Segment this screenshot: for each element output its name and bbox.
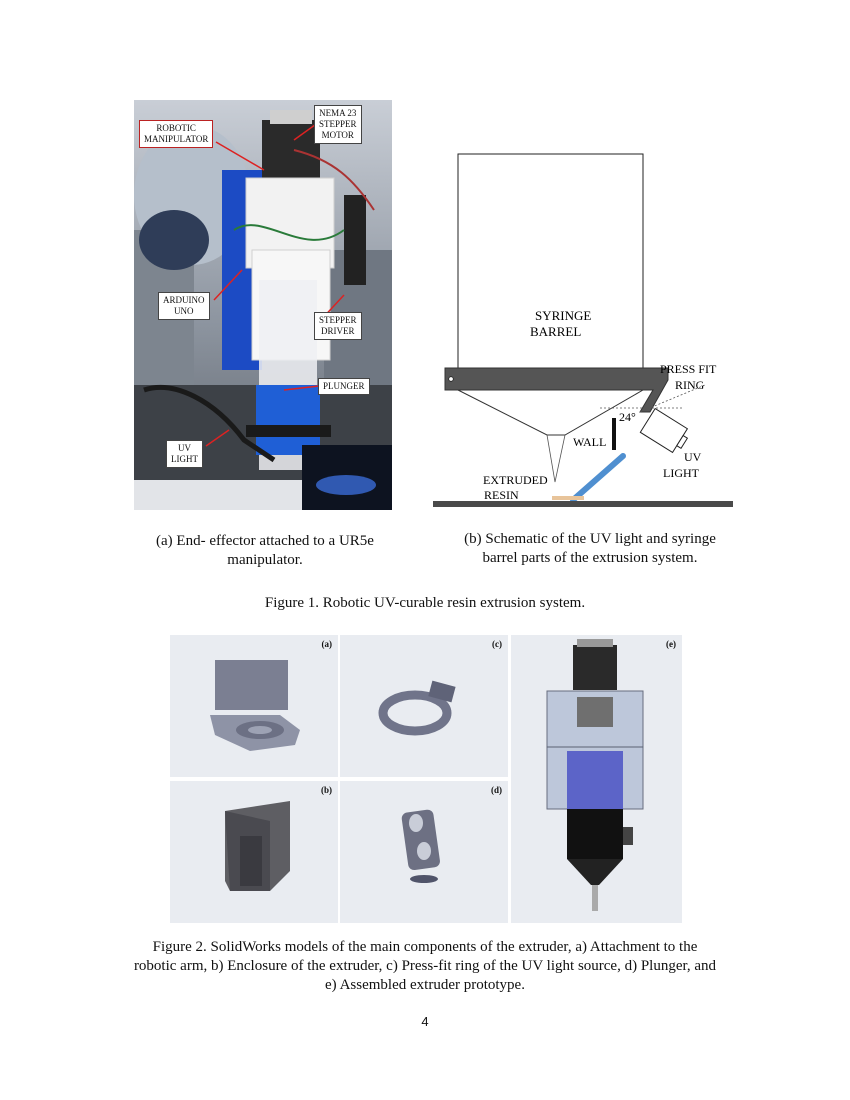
caption-1b-line2: barrel parts of the extrusion system.	[482, 550, 698, 566]
figure1a-photo	[134, 100, 392, 510]
panel-e-label: (e)	[666, 639, 676, 649]
label-plunger: PLUNGER	[318, 378, 370, 395]
uv-beam	[573, 456, 623, 500]
caption-1a	[130, 532, 400, 570]
press-fit-ring-model	[340, 635, 508, 777]
panel-c	[340, 635, 508, 777]
panel-a-label: (a)	[321, 639, 332, 649]
assembled-extruder-model	[511, 635, 682, 923]
label-arduino-uno: ARDUINO UNO	[158, 292, 210, 320]
figure2	[170, 635, 682, 923]
caption-1a-line1: (a) End- effector attached to a UR5e	[156, 533, 374, 549]
figure1-caption: Figure 1. Robotic UV-curable resin extrusion system.	[264, 595, 586, 611]
wall-label: WALL	[573, 435, 607, 449]
panel-d	[340, 781, 508, 923]
press-fit-ring	[445, 368, 668, 412]
label-uv-light: UV LIGHT	[166, 440, 203, 468]
caption-1a-line2: manipulator.	[227, 552, 303, 568]
label-nema23-motor: NEMA 23 STEPPER MOTOR	[314, 105, 362, 144]
caption-1b-line1: (b) Schematic of the UV light and syringe	[464, 531, 716, 547]
build-plate	[433, 501, 733, 507]
angle-label: 24°	[619, 410, 636, 424]
extruded-resin	[552, 496, 584, 500]
panel-e	[511, 635, 682, 923]
label-robotic-manipulator: ROBOTIC MANIPULATOR	[139, 120, 213, 148]
uv-label-line2: LIGHT	[663, 466, 699, 480]
enclosure-model	[170, 781, 338, 923]
figure2-caption-line3: e) Assembled extruder prototype.	[325, 977, 525, 993]
panel-d-label: (d)	[491, 785, 502, 795]
attachment-model	[170, 635, 338, 777]
figure1b-schematic	[425, 150, 745, 515]
panel-c-label: (c)	[492, 639, 502, 649]
uv-light-housing	[640, 409, 691, 456]
figure2-caption-line2: robotic arm, b) Enclosure of the extruder, c) Press-fit ring of the UV light source, d) Plunger, and	[133, 958, 717, 974]
panel-a	[170, 635, 338, 777]
figure2-caption-line1: Figure 2. SolidWorks models of the main components of the extruder, a) Attachment to the	[152, 939, 698, 955]
press-fit-label-line1: PRESS FIT	[660, 362, 717, 376]
uv-label-line1: UV	[684, 450, 702, 464]
extruded-label-line1: EXTRUDED	[483, 473, 548, 487]
wall	[612, 418, 616, 450]
press-fit-label-line2: RING	[675, 378, 705, 392]
syringe-label-line1: SYRINGE	[535, 308, 592, 323]
panel-b-label: (b)	[321, 785, 332, 795]
panel-b	[170, 781, 338, 923]
extruded-label-line2: RESIN	[484, 488, 519, 502]
syringe-label-line2: BARREL	[530, 324, 582, 339]
figure2-caption	[60, 938, 790, 995]
plunger-model	[340, 781, 508, 923]
label-stepper-driver: STEPPER DRIVER	[314, 312, 362, 340]
caption-1b	[430, 530, 750, 568]
page-number: 4	[421, 1014, 429, 1029]
